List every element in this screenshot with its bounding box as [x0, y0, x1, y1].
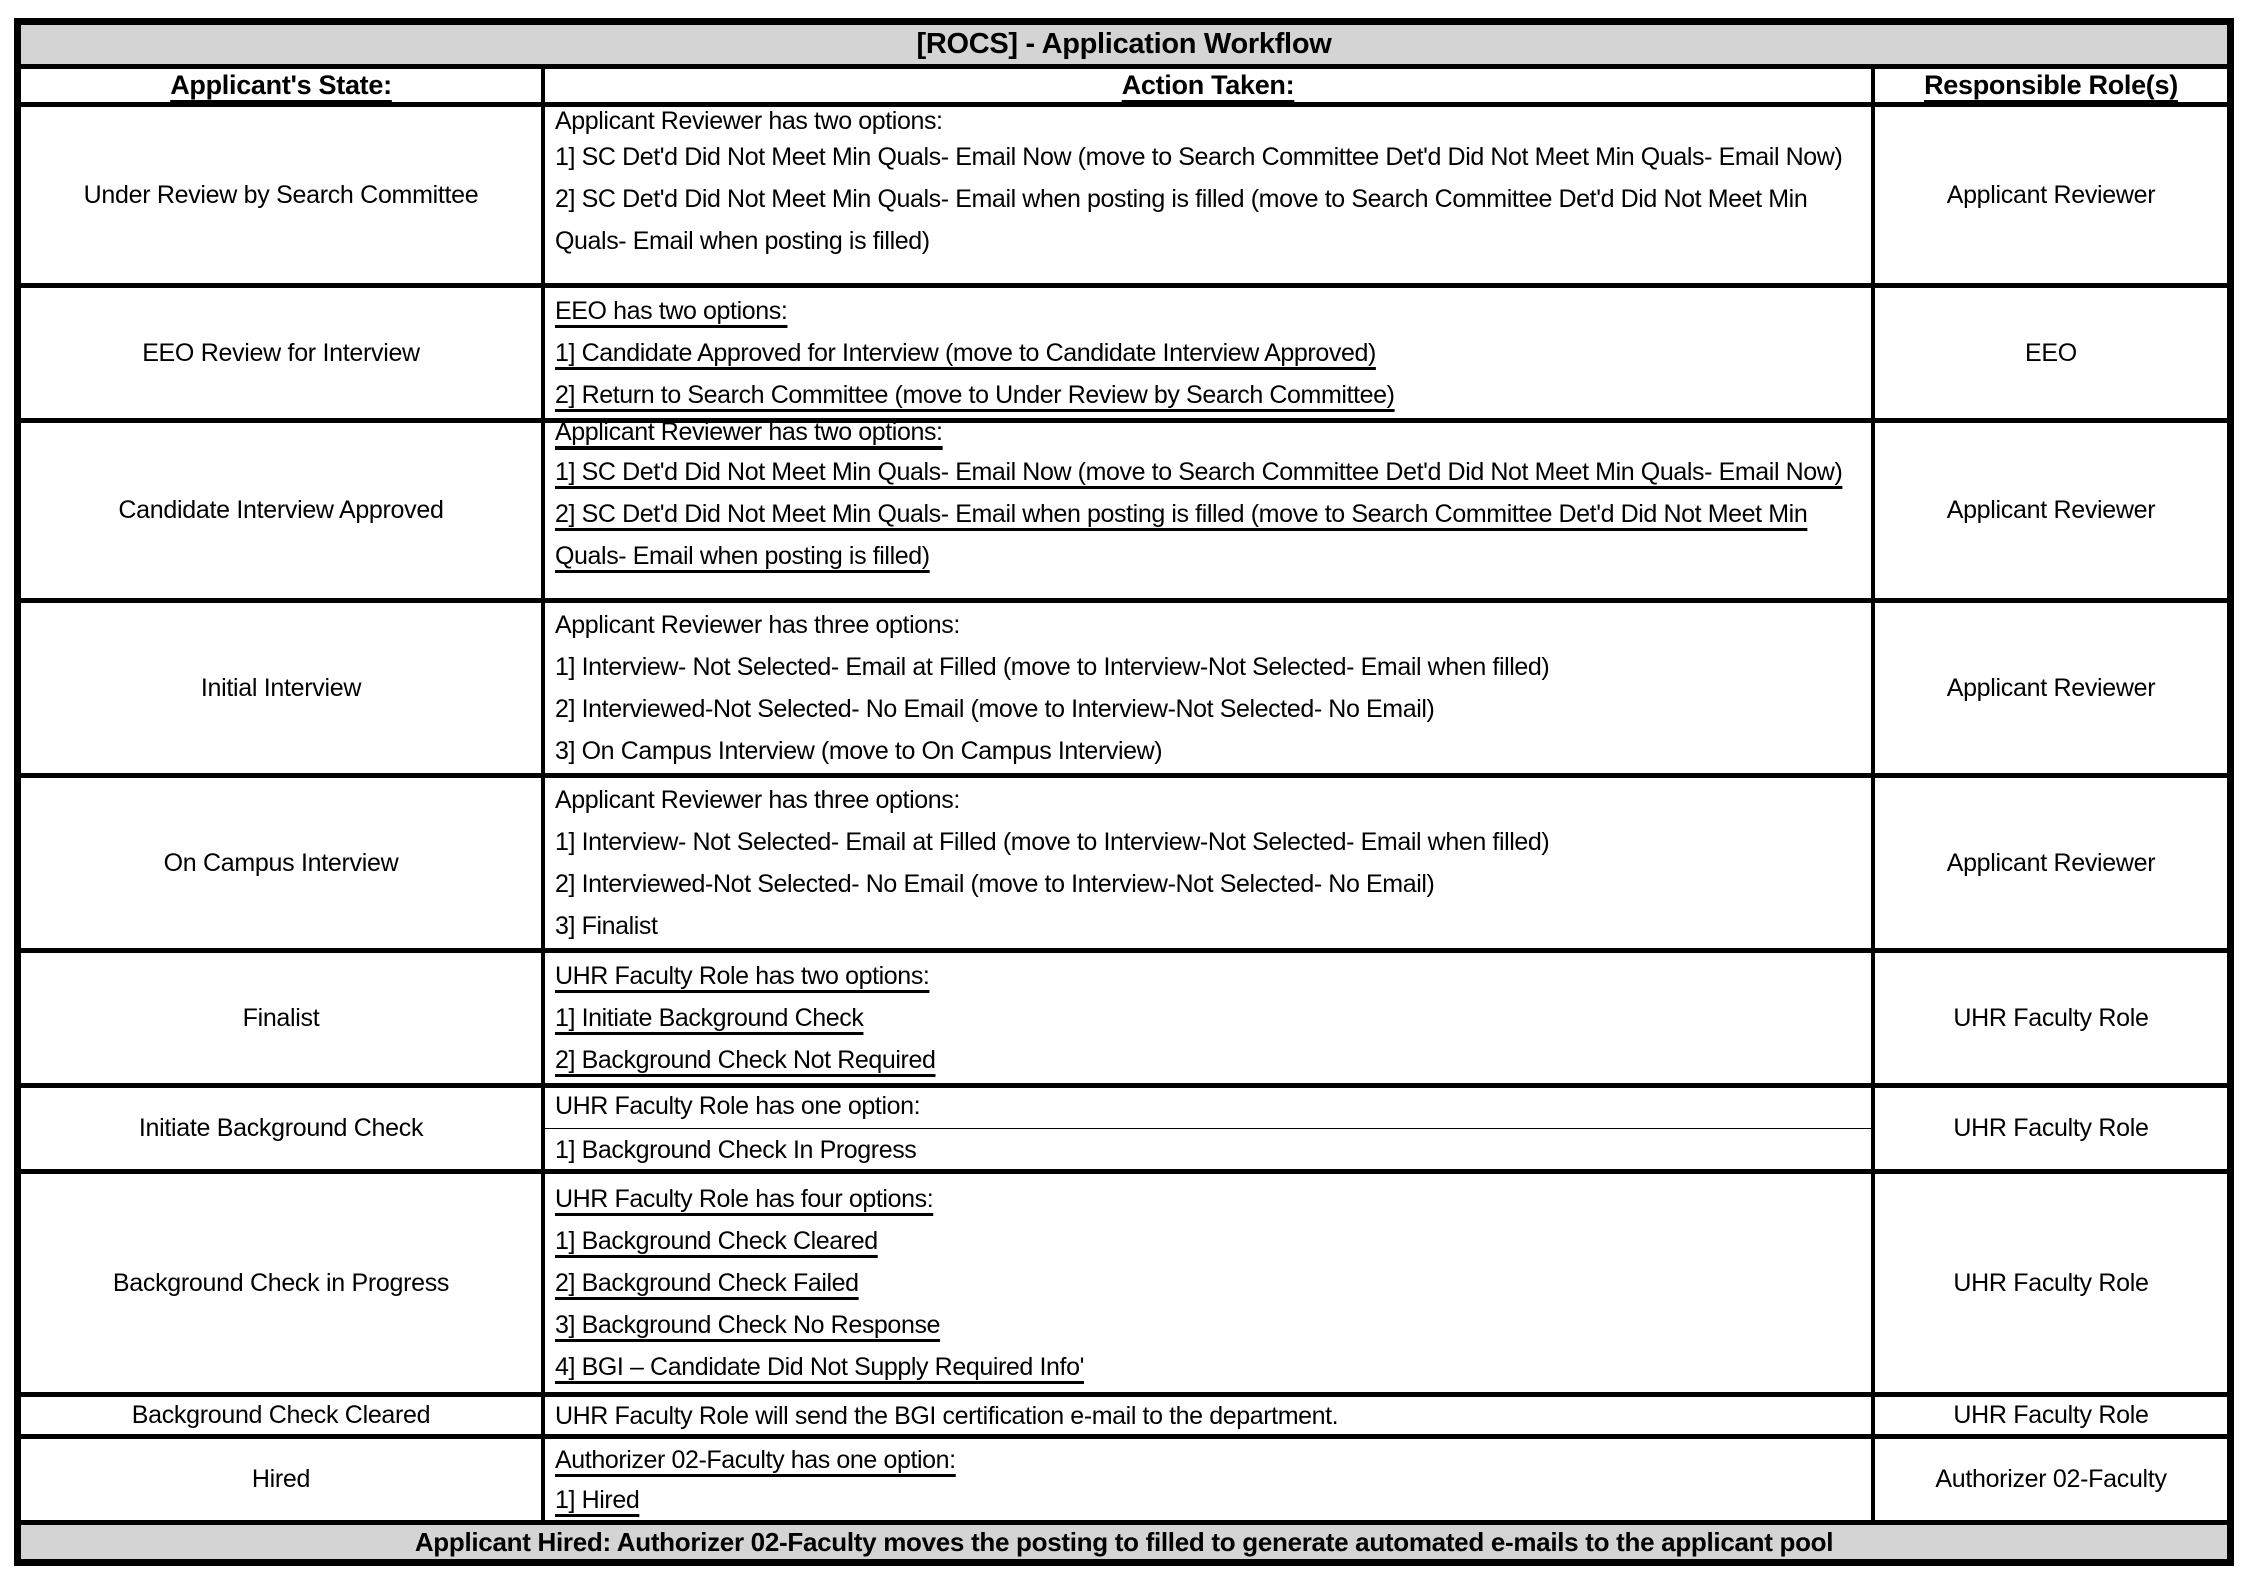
action-cell: [541, 603, 1875, 773]
state-cell: EEO Review for Interview: [142, 338, 420, 367]
footer-note: Applicant Hired: Authorizer 02-Faculty moves the posting to filled to generate automated e-mails to the applicant pool: [414, 1526, 1834, 1557]
table-row: [21, 773, 2227, 948]
action-line: Applicant Reviewer has three options:: [555, 786, 960, 814]
role-cell: Authorizer 02-Faculty: [1935, 1465, 2167, 1493]
action-line: Applicant Reviewer has three options:: [555, 611, 960, 639]
action-line: UHR Faculty Role has four options:: [555, 1185, 934, 1213]
action-line: 2] Background Check Failed: [555, 1269, 859, 1297]
role-cell: EEO: [2025, 338, 2077, 367]
action-line: 3] Background Check No Response: [555, 1311, 941, 1339]
action-line: UHR Faculty Role has two options:: [555, 962, 930, 990]
action-line: 2] Return to Search Committee (move to Under Review by Search Committee): [555, 381, 1395, 409]
action-line: 2] Interviewed-Not Selected- No Email (move to Interview-Not Selected- No Email): [555, 695, 1435, 723]
action-cell: [541, 953, 1875, 1083]
action-cell: [541, 778, 1875, 948]
action-line: 1] Interview- Not Selected- Email at Filled (move to Interview-Not Selected- Email when filled): [555, 653, 1550, 681]
state-cell: Under Review by Search Committee: [83, 180, 479, 209]
action-line: 1] SC Det'd Did Not Meet Min Quals- Email Now (move to Search Committee Det'd Did Not Meet Min Quals- Email Now): [555, 143, 1843, 171]
column-header-applicant-state: Applicant's State:: [170, 70, 392, 100]
workflow-table: [14, 18, 2234, 1566]
table-row: [21, 418, 2227, 598]
action-line: 1] Hired: [555, 1485, 640, 1514]
state-cell: Background Check in Progress: [112, 1268, 450, 1297]
role-cell: UHR Faculty Role: [1953, 1401, 2149, 1429]
table-row: [21, 1392, 2227, 1434]
action-line: 2] SC Det'd Did Not Meet Min Quals- Email when posting is filled (move to Search Committee Det'd Did Not Meet Min Quals- Email when posting is filled): [555, 185, 1808, 255]
table-row: [21, 598, 2227, 773]
role-cell: UHR Faculty Role: [1953, 1114, 2149, 1142]
cell-divider: [545, 1128, 1871, 1129]
action-line: 1] SC Det'd Did Not Meet Min Quals- Email Now (move to Search Committee Det'd Did Not Meet Min Quals- Email Now): [555, 458, 1843, 486]
action-line: EEO has two options:: [555, 297, 788, 325]
action-cell: [541, 1174, 1875, 1392]
action-line: 4] BGI – Candidate Did Not Supply Required Info': [555, 1353, 1084, 1381]
action-line: 2] SC Det'd Did Not Meet Min Quals- Email when posting is filled (move to Search Committee Det'd Did Not Meet Min Quals- Email when posting is filled): [555, 500, 1808, 570]
state-cell: Initiate Background Check: [138, 1114, 424, 1142]
action-line: UHR Faculty Role will send the BGI certification e-mail to the department.: [555, 1401, 1339, 1430]
action-line: 2] Background Check Not Required: [555, 1046, 936, 1074]
role-cell: Applicant Reviewer: [1946, 848, 2156, 877]
action-line: 1] Initiate Background Check: [555, 1004, 864, 1032]
action-line-clipped: Applicant Reviewer has two options:: [555, 107, 943, 135]
action-cell: [541, 418, 1875, 598]
state-cell: On Campus Interview: [163, 848, 399, 877]
column-header-responsible-roles: Responsible Role(s): [1924, 70, 2178, 100]
column-header-action-taken: Action Taken:: [541, 69, 1875, 102]
table-row: [21, 1169, 2227, 1392]
action-line-clipped: Applicant Reviewer has two options:: [555, 418, 943, 446]
state-cell: Finalist: [242, 1003, 320, 1032]
header-row: [21, 64, 2227, 102]
action-line: 1] Candidate Approved for Interview (move to Candidate Interview Approved): [555, 339, 1376, 367]
action-cell: [541, 1397, 1875, 1434]
table-row: [21, 283, 2227, 418]
action-line: Authorizer 02-Faculty has one option:: [555, 1445, 956, 1474]
role-cell: UHR Faculty Role: [1953, 1268, 2149, 1297]
action-line: 1] Interview- Not Selected- Email at Filled (move to Interview-Not Selected- Email when filled): [555, 828, 1550, 856]
action-line: 2] Interviewed-Not Selected- No Email (move to Interview-Not Selected- No Email): [555, 870, 1435, 898]
table-row: [21, 1434, 2227, 1520]
table-row: [21, 948, 2227, 1083]
page-title: [ROCS] - Application Workflow: [916, 28, 1332, 60]
footer-bar: [21, 1520, 2227, 1559]
table-title-bar: [21, 25, 2227, 64]
action-line: 1] Background Check Cleared: [555, 1227, 878, 1255]
action-cell: [541, 1088, 1875, 1169]
action-line: 1] Background Check In Progress: [555, 1136, 917, 1164]
role-cell: Applicant Reviewer: [1946, 496, 2156, 524]
table-row: [21, 102, 2227, 283]
action-line: UHR Faculty Role has one option:: [555, 1092, 921, 1120]
action-cell: [541, 288, 1875, 418]
role-cell: UHR Faculty Role: [1953, 1003, 2149, 1032]
role-cell: Applicant Reviewer: [1946, 180, 2156, 209]
role-cell: Applicant Reviewer: [1946, 673, 2156, 702]
table-row: [21, 1083, 2227, 1169]
action-line: 3] On Campus Interview (move to On Campus Interview): [555, 737, 1163, 765]
action-cell: [541, 1439, 1875, 1520]
state-cell: Hired: [251, 1465, 311, 1493]
state-cell: Background Check Cleared: [131, 1401, 431, 1429]
state-cell: Initial Interview: [200, 673, 362, 702]
action-cell: [541, 107, 1875, 283]
state-cell: Candidate Interview Approved: [118, 496, 444, 524]
action-line: 3] Finalist: [555, 912, 658, 940]
